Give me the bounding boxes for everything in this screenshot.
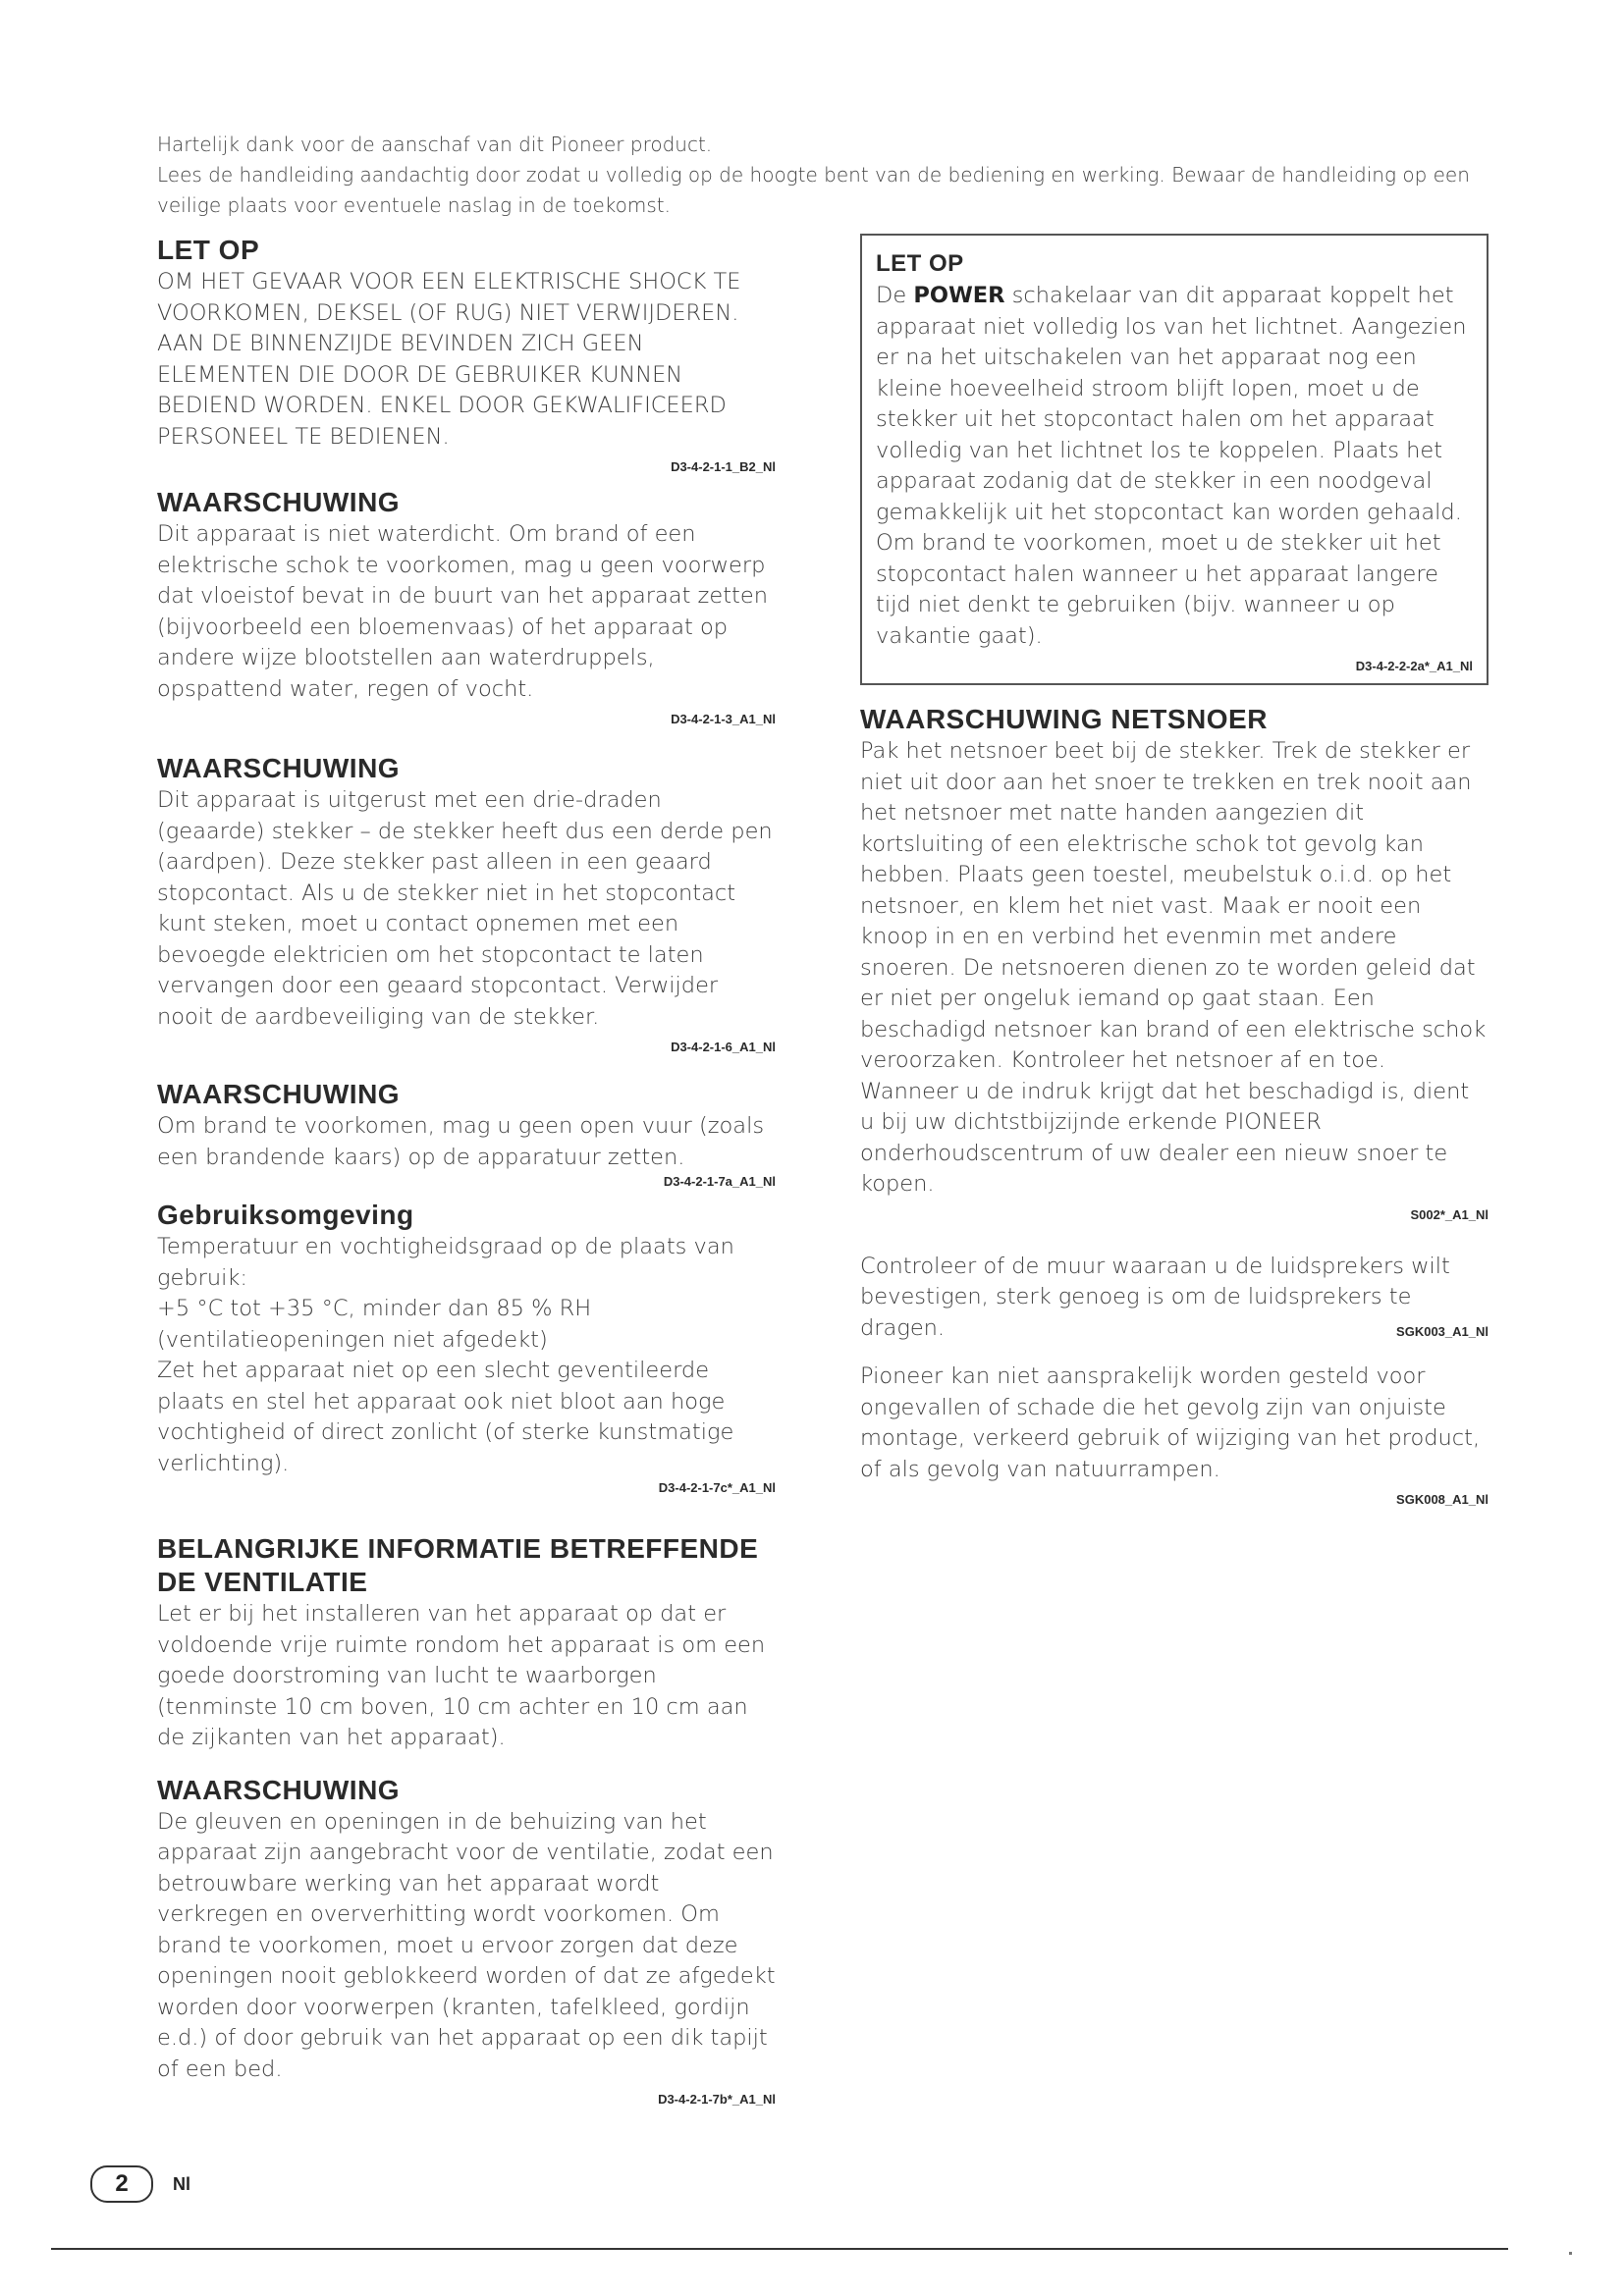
corner-mark bbox=[1569, 2252, 1572, 2255]
language-code: Nl bbox=[173, 2173, 190, 2194]
env-line: Temperatuur en vochtigheidsgraad op de plaats van gebruik: bbox=[157, 1234, 734, 1291]
left-column bbox=[157, 234, 776, 2109]
section-title: Gebruiksomgeving bbox=[157, 1200, 414, 1230]
doc-code: D3-4-2-1-6_A1_Nl bbox=[671, 1040, 776, 1054]
section-ventilation bbox=[157, 1532, 776, 1754]
footer-rule bbox=[51, 2248, 1508, 2250]
section-body: Dit apparaat is uitgerust met een drie-draden (geaarde) stekker – de stekker heeft dus een derde pen (aardpen). Deze stekker past alleen in een geaard stopcontact. Als u de stekker niet in het stopcontact kunt steken, moet u contact opnemen met een bevoegde elektricien om het stopcontact te laten vervangen door een geaard stopcontact. Verwijder nooit de aardbeveiliging van de stekker. bbox=[157, 787, 773, 1030]
doc-code: SGK003_A1_Nl bbox=[1396, 1323, 1489, 1339]
intro-text bbox=[157, 130, 1473, 221]
body-text: Controleer of de muur waaraan u de luidsprekers wilt bevestigen, sterk genoeg is om de luidsprekers te dragen. bbox=[860, 1253, 1450, 1341]
intro-line-1: Hartelijk dank voor de aanschaf van dit Pioneer product. bbox=[157, 133, 713, 156]
section-body: Pioneer kan niet aansprakelijk worden gesteld voor ongevallen of schade die het gevolg zijn van onjuiste montage, verkeerd gebruik of wijziging van het product, of als gevolg van natuurrampen. bbox=[860, 1363, 1481, 1482]
section-body: Om brand te voorkomen, mag u geen open vuur (zoals een brandende kaars) op de apparatuur zetten. bbox=[157, 1113, 765, 1170]
intro-line-2: Lees de handleiding aandachtig door zodat u volledig op de hoogte bent van de bediening en werking. Bewaar de handleiding op een veilige plaats voor eventuele naslag in de toekomst. bbox=[157, 163, 1470, 217]
env-line: +5 °C tot +35 °C, minder dan 85 % RH bbox=[157, 1296, 592, 1321]
section-title: WAARSCHUWING bbox=[157, 1079, 401, 1109]
section-body bbox=[876, 281, 1473, 652]
doc-code: D3-4-2-2-2a*_A1_Nl bbox=[1355, 659, 1473, 673]
section-title: LET OP bbox=[157, 235, 260, 265]
section-body bbox=[157, 1232, 776, 1479]
section-title: WAARSCHUWING bbox=[157, 1774, 401, 1805]
section-body: OM HET GEVAAR VOOR EEN ELEKTRISCHE SHOCK TE VOORKOMEN, DEKSEL (OF RUG) NIET VERWIJDEREN. AAN DE BINNENZIJDE BEVINDEN ZICH GEEN ELEMENTEN DIE DOOR DE GEBRUIKER KUNNEN BEDIEND WORDEN. ENKEL DOOR GEKWALIFICEERD PERSONEEL TE BEDIENEN. bbox=[157, 269, 741, 450]
section-title: WAARSCHUWING NETSNOER bbox=[860, 704, 1268, 734]
body-text: De bbox=[876, 283, 914, 308]
section-let-op bbox=[157, 234, 776, 476]
env-line: (ventilatieopeningen niet afgedekt) bbox=[157, 1326, 548, 1353]
section-environment bbox=[157, 1199, 776, 1497]
section-wall-mount bbox=[860, 1252, 1489, 1345]
doc-code: D3-4-2-1-7c*_A1_Nl bbox=[658, 1480, 776, 1495]
section-body: Let er bij het installeren van het apparaat op dat er voldoende vrije ruimte rondom het apparaat is om een goede doorstroming van lucht te waarborgen (tenminste 10 cm boven, 10 cm achter en 10 cm aan de zijkanten van het apparaat). bbox=[157, 1601, 766, 1750]
doc-code: SGK008_A1_Nl bbox=[1396, 1492, 1489, 1507]
page-number: 2 bbox=[90, 2165, 153, 2203]
section-title: WAARSCHUWING bbox=[157, 487, 401, 517]
section-body: Pak het netsnoer beet bij de stekker. Trek de stekker er niet uit door aan het snoer te trekken en trek nooit aan het netsnoer met natte handen aangezien dit kortsluiting of een elektrische schok tot gevolg kan hebben. Plaats geen toestel, meubelstuk o.i.d. op het netsnoer, en klem het niet vast. Maak er nooit een knoop in en en verbind het evenmin met andere snoeren. De netsnoeren dienen zo te worden geleid dat er niet per ongeluk iemand op gaat staan. Een beschadigd netsnoer kan brand of een elektrische schok veroorzaken. Kontroleer het netsnoer af en toe. Wanneer u de indruk krijgt dat het beschadigd is, dient u bij uw dichtstbijzijnde erkende PIONEER onderhoudscentrum of uw dealer een nieuw snoer te kopen. bbox=[860, 738, 1487, 1197]
doc-code: S002*_A1_Nl bbox=[1410, 1206, 1489, 1222]
doc-code: D3-4-2-1-7a_A1_Nl bbox=[663, 1174, 776, 1189]
section-body bbox=[860, 1252, 1489, 1345]
section-liability bbox=[860, 1362, 1489, 1509]
doc-code: D3-4-2-1-7b*_A1_Nl bbox=[658, 2092, 776, 2107]
section-warning-fire bbox=[157, 1078, 776, 1191]
right-column bbox=[860, 234, 1489, 1509]
section-title: BELANGRIJKE INFORMATIE BETREFFENDE DE VENTILATIE bbox=[157, 1533, 759, 1597]
section-warning-grounding bbox=[157, 752, 776, 1056]
section-title: LET OP bbox=[876, 250, 964, 277]
section-warning-water bbox=[157, 486, 776, 728]
section-title: WAARSCHUWING bbox=[157, 753, 401, 783]
doc-code: D3-4-2-1-1_B2_Nl bbox=[671, 459, 776, 474]
section-power-cord-warning bbox=[860, 703, 1489, 1224]
section-body: Dit apparaat is niet waterdicht. Om brand of een elektrische schok te voorkomen, mag u geen voorwerp dat vloeistof bevat in de buurt van het apparaat zetten (bijvoorbeeld een bloemenvaas) of het apparaat op andere wijze blootstellen aan waterdruppels, opspattend water, regen of vocht. bbox=[157, 521, 768, 702]
page-footer bbox=[90, 2165, 190, 2203]
body-text: schakelaar van dit apparaat koppelt het apparaat niet volledig los van het lichtnet. Aangezien er na het uitschakelen van het apparaat nog een kleine hoeveelheid stroom blijft lopen, moet u de stekker uit het stopcontact halen om het apparaat volledig van het lichtnet los te koppelen. Plaats het apparaat zodanig dat de stekker in een noodgeval gemakkelijk uit het stopcontact kan worden gehaald. Om brand te voorkomen, moet u de stekker uit het stopcontact halen wanneer u het apparaat langere tijd niet denkt te gebruiken (bijv. wanneer u op vakantie gaat). bbox=[876, 283, 1467, 649]
doc-code: D3-4-2-1-3_A1_Nl bbox=[671, 712, 776, 726]
power-keyword: POWER bbox=[913, 283, 1005, 308]
section-warning-ventilation bbox=[157, 1774, 776, 2109]
env-line: Zet het apparaat niet op een slecht geventileerde plaats en stel het apparaat ook niet bloot aan hoge vochtigheid of direct zonlicht (of sterke kunstmatige verlichting). bbox=[157, 1358, 734, 1476]
section-let-op-power-box bbox=[860, 234, 1489, 685]
section-body: De gleuven en openingen in de behuizing van het apparaat zijn aangebracht voor de ventilatie, zodat een betrouwbare werking van het apparaat wordt verkregen en oververhitting wordt voorkomen. Om brand te voorkomen, moet u ervoor zorgen dat deze openingen nooit geblokkeerd worden of dat ze afgedekt worden door voorwerpen (kranten, tafelkleed, gordijn e.d.) of door gebruik van het apparaat op een dik tapijt of een bed. bbox=[157, 1808, 776, 2082]
